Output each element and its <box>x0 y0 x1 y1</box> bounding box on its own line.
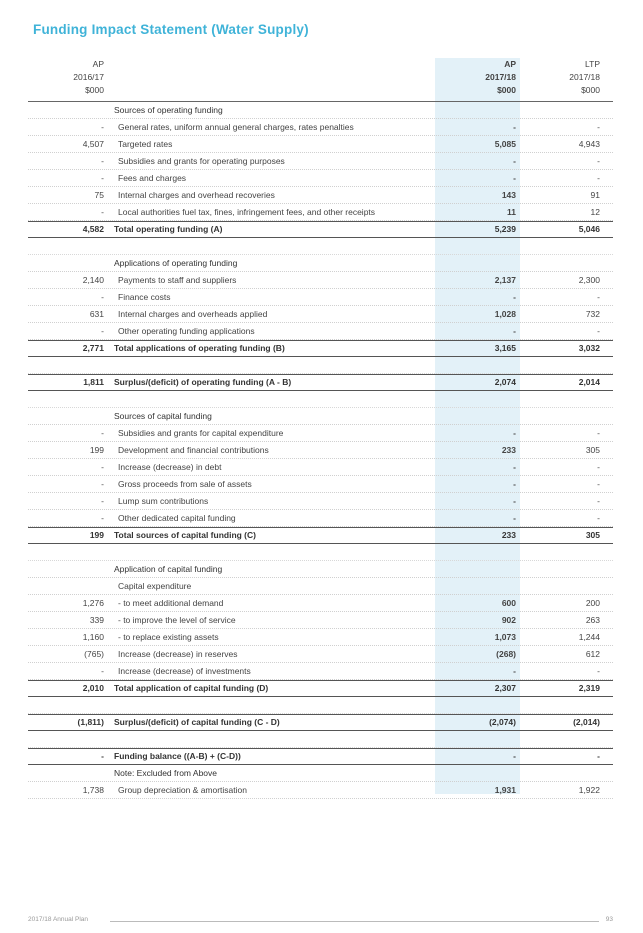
row-label: Total application of capital funding (D) <box>114 683 269 693</box>
value-ap-2016: - <box>101 173 104 183</box>
header-col3-line1: LTP <box>585 59 600 69</box>
row-label: - to replace existing assets <box>118 632 219 642</box>
value-ap-2016: 1,276 <box>82 598 104 608</box>
value-ltp-2017: 2,300 <box>578 275 600 285</box>
value-ap-2017: 1,028 <box>494 309 516 319</box>
value-ap-2017: (2,074) <box>489 717 516 727</box>
spacer-row <box>0 238 643 255</box>
table-row <box>0 629 643 646</box>
value-ap-2017: - <box>513 326 516 336</box>
value-ltp-2017: 1,922 <box>578 785 600 795</box>
section-heading-row <box>0 408 643 425</box>
value-ap-2016: - <box>101 513 104 523</box>
total-row <box>0 527 643 544</box>
row-label: - to meet additional demand <box>118 598 224 608</box>
value-ap-2017: 233 <box>501 530 516 540</box>
value-ap-2016: - <box>101 496 104 506</box>
value-ap-2017: - <box>513 496 516 506</box>
table-row <box>0 476 643 493</box>
value-ap-2017: 5,085 <box>494 139 516 149</box>
table-row <box>0 119 643 136</box>
value-ap-2017: 233 <box>501 445 516 455</box>
value-ap-2017: 5,239 <box>494 224 516 234</box>
row-label: Capital expenditure <box>118 581 192 591</box>
value-ap-2016: (1,811) <box>77 717 104 727</box>
value-ap-2017: 2,307 <box>494 683 516 693</box>
value-ap-2016: - <box>101 428 104 438</box>
row-label: General rates, uniform annual general charges, rates penalties <box>118 122 354 132</box>
value-ap-2017: 143 <box>501 190 516 200</box>
table-row <box>0 136 643 153</box>
row-divider <box>28 798 613 799</box>
header-col1-line2: 2016/17 <box>73 72 104 82</box>
value-ltp-2017: - <box>597 666 600 676</box>
row-label: Surplus/(deficit) of capital funding (C - D) <box>114 717 280 727</box>
value-ap-2016: 339 <box>89 615 104 625</box>
section-heading-row <box>0 765 643 782</box>
value-ltp-2017: 12 <box>590 207 600 217</box>
value-ap-2016: - <box>101 122 104 132</box>
row-label: Surplus/(deficit) of operating funding (A - B) <box>114 377 292 387</box>
row-label: Payments to staff and suppliers <box>118 275 237 285</box>
header-col-ltp-2017 <box>569 58 600 97</box>
value-ltp-2017: - <box>597 751 600 761</box>
value-ltp-2017: - <box>597 479 600 489</box>
value-ap-2016: (765) <box>84 649 104 659</box>
row-label: Finance costs <box>118 292 171 302</box>
value-ap-2017: - <box>513 428 516 438</box>
total-row <box>0 680 643 697</box>
value-ap-2017: (268) <box>496 649 516 659</box>
row-label: Total operating funding (A) <box>114 224 223 234</box>
row-label: - to improve the level of service <box>118 615 236 625</box>
row-label: Subsidies and grants for operating purposes <box>118 156 285 166</box>
table-row <box>0 646 643 663</box>
spacer-row <box>0 544 643 561</box>
row-label: Applications of operating funding <box>114 258 238 268</box>
value-ap-2016: 75 <box>94 190 104 200</box>
funding-table <box>0 102 643 799</box>
value-ltp-2017: 200 <box>585 598 600 608</box>
value-ltp-2017: 305 <box>585 530 600 540</box>
row-label: Funding balance ((A-B) + (C-D)) <box>114 751 241 761</box>
value-ap-2016: 199 <box>89 530 104 540</box>
value-ap-2016: - <box>101 292 104 302</box>
value-ap-2016: - <box>101 326 104 336</box>
row-label: Lump sum contributions <box>118 496 209 506</box>
value-ap-2016: 2,140 <box>82 275 104 285</box>
row-label: Group depreciation & amortisation <box>118 785 247 795</box>
total-row <box>0 374 643 391</box>
value-ap-2017: 2,137 <box>494 275 516 285</box>
value-ltp-2017: 263 <box>585 615 600 625</box>
value-ltp-2017: 91 <box>590 190 600 200</box>
header-col3-line2: 2017/18 <box>569 72 600 82</box>
total-row <box>0 748 643 765</box>
row-label: Increase (decrease) in reserves <box>118 649 238 659</box>
value-ap-2016: 1,811 <box>83 377 104 387</box>
value-ltp-2017: - <box>597 496 600 506</box>
table-row <box>0 782 643 799</box>
value-ap-2017: 1,931 <box>494 785 516 795</box>
row-label: Total sources of capital funding (C) <box>114 530 256 540</box>
row-label: Targeted rates <box>118 139 173 149</box>
row-label: Gross proceeds from sale of assets <box>118 479 252 489</box>
row-label: Development and financial contributions <box>118 445 269 455</box>
value-ltp-2017: - <box>597 173 600 183</box>
value-ap-2016: - <box>101 666 104 676</box>
header-col2-line3: $000 <box>497 85 516 95</box>
value-ap-2016: 199 <box>89 445 104 455</box>
value-ap-2017: - <box>513 751 516 761</box>
table-row <box>0 170 643 187</box>
value-ltp-2017: - <box>597 513 600 523</box>
table-row <box>0 187 643 204</box>
row-label: Increase (decrease) of investments <box>118 666 251 676</box>
value-ltp-2017: (2,014) <box>573 717 600 727</box>
row-label: Increase (decrease) in debt <box>118 462 222 472</box>
total-row <box>0 340 643 357</box>
table-row <box>0 663 643 680</box>
header-col1-line1: AP <box>92 59 104 69</box>
table-row <box>0 289 643 306</box>
table-row <box>0 459 643 476</box>
table-row <box>0 323 643 340</box>
row-label: Other operating funding applications <box>118 326 255 336</box>
value-ap-2016: - <box>101 751 104 761</box>
value-ltp-2017: - <box>597 462 600 472</box>
value-ap-2017: - <box>513 122 516 132</box>
table-row <box>0 612 643 629</box>
value-ap-2017: - <box>513 513 516 523</box>
total-row <box>0 714 643 731</box>
spacer-row <box>0 357 643 374</box>
total-row <box>0 221 643 238</box>
row-label: Other dedicated capital funding <box>118 513 236 523</box>
row-label: Local authorities fuel tax, fines, infringement fees, and other receipts <box>118 207 376 217</box>
table-row <box>0 306 643 323</box>
value-ap-2017: - <box>513 173 516 183</box>
value-ap-2017: 2,074 <box>494 377 516 387</box>
value-ltp-2017: 305 <box>585 445 600 455</box>
value-ap-2017: 11 <box>507 207 516 217</box>
table-row <box>0 425 643 442</box>
table-row <box>0 595 643 612</box>
section-heading-row <box>0 561 643 578</box>
value-ltp-2017: 4,943 <box>578 139 600 149</box>
value-ap-2016: 631 <box>89 309 104 319</box>
table-row <box>0 493 643 510</box>
value-ap-2016: - <box>101 462 104 472</box>
spacer-row <box>0 391 643 408</box>
value-ltp-2017: 612 <box>585 649 600 659</box>
page-number: 93 <box>605 916 613 923</box>
header-col-ap-2016 <box>73 58 104 97</box>
section-heading-row <box>0 102 643 119</box>
value-ap-2017: - <box>513 462 516 472</box>
value-ap-2017: - <box>513 156 516 166</box>
table-row <box>0 153 643 170</box>
table-row <box>0 442 643 459</box>
value-ltp-2017: 5,046 <box>578 224 600 234</box>
value-ltp-2017: - <box>597 326 600 336</box>
value-ap-2016: 1,738 <box>82 785 104 795</box>
row-label: Sources of operating funding <box>114 105 223 115</box>
page-title: Funding Impact Statement (Water Supply) <box>33 22 309 37</box>
value-ap-2017: 600 <box>501 598 516 608</box>
value-ap-2016: - <box>101 479 104 489</box>
table-header <box>0 58 643 102</box>
value-ltp-2017: 732 <box>585 309 600 319</box>
value-ap-2017: 1,073 <box>494 632 516 642</box>
row-label: Total applications of operating funding (B) <box>114 343 285 353</box>
header-col1-line3: $000 <box>85 85 104 95</box>
header-col2-line2: 2017/18 <box>485 72 516 82</box>
section-heading-row <box>0 255 643 272</box>
row-label: Note: Excluded from Above <box>114 768 218 778</box>
value-ap-2016: 4,507 <box>82 139 104 149</box>
footer-rule <box>110 921 599 922</box>
table-row <box>0 510 643 527</box>
value-ap-2017: - <box>513 292 516 302</box>
row-label: Internal charges and overhead recoveries <box>118 190 275 200</box>
value-ltp-2017: 3,032 <box>578 343 600 353</box>
header-col-ap-2017 <box>485 58 516 97</box>
header-col2-line1: AP <box>504 59 516 69</box>
row-label: Internal charges and overheads applied <box>118 309 268 319</box>
value-ap-2016: 4,582 <box>82 224 104 234</box>
value-ap-2017: 902 <box>501 615 516 625</box>
value-ap-2017: 3,165 <box>494 343 516 353</box>
value-ltp-2017: - <box>597 428 600 438</box>
page-footer <box>28 916 613 928</box>
header-col3-line3: $000 <box>581 85 600 95</box>
table-row <box>0 204 643 221</box>
value-ap-2016: - <box>101 156 104 166</box>
value-ap-2016: - <box>101 207 104 217</box>
value-ap-2017: - <box>513 479 516 489</box>
value-ltp-2017: 2,319 <box>578 683 600 693</box>
footer-doc-title: 2017/18 Annual Plan <box>28 916 88 923</box>
row-label: Application of capital funding <box>114 564 223 574</box>
value-ltp-2017: 1,244 <box>578 632 600 642</box>
value-ap-2016: 1,160 <box>82 632 104 642</box>
value-ap-2017: - <box>513 666 516 676</box>
value-ltp-2017: - <box>597 156 600 166</box>
table-row <box>0 578 643 595</box>
value-ltp-2017: 2,014 <box>578 377 600 387</box>
value-ap-2016: 2,010 <box>82 683 104 693</box>
value-ltp-2017: - <box>597 292 600 302</box>
row-label: Sources of capital funding <box>114 411 212 421</box>
value-ap-2016: 2,771 <box>82 343 104 353</box>
value-ltp-2017: - <box>597 122 600 132</box>
row-label: Subsidies and grants for capital expenditure <box>118 428 284 438</box>
spacer-row <box>0 697 643 714</box>
spacer-row <box>0 731 643 748</box>
table-row <box>0 272 643 289</box>
row-label: Fees and charges <box>118 173 187 183</box>
